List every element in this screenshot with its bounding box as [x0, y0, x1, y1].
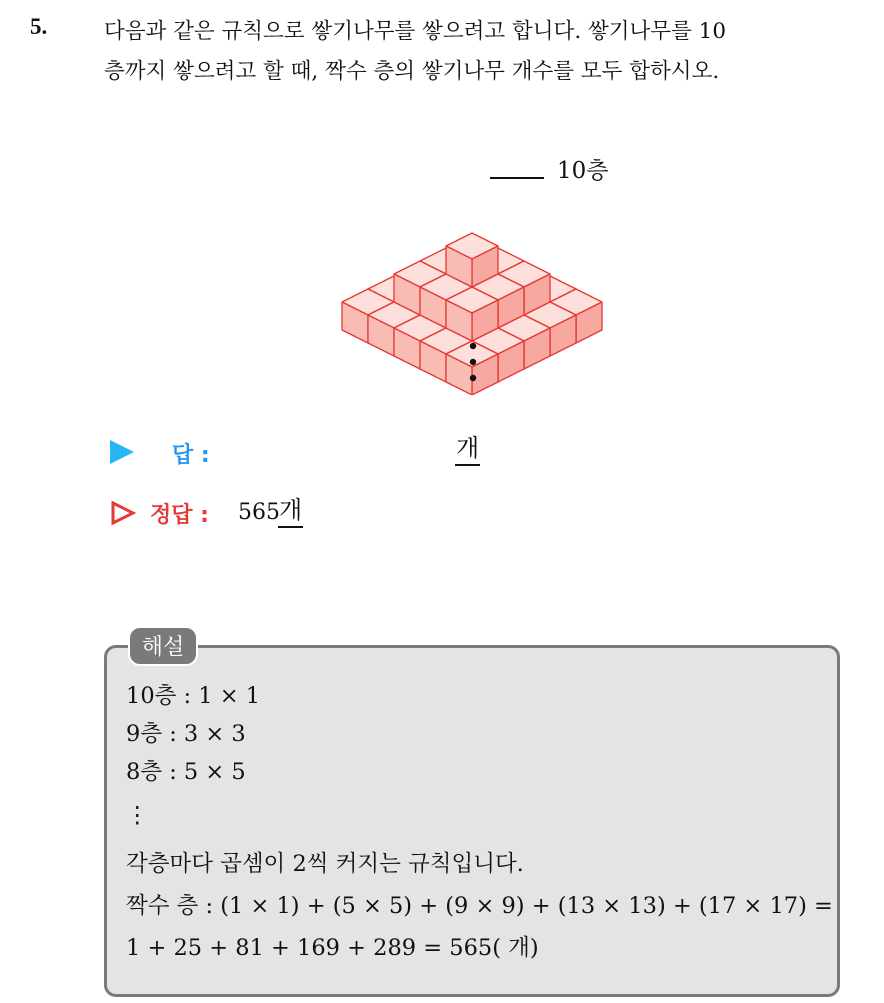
- question-number: 5.: [30, 14, 48, 39]
- solution-tag: 해설: [128, 626, 198, 666]
- answer-label: 답 :: [172, 443, 210, 468]
- correct-answer-label: 정답 :: [150, 503, 209, 528]
- answer-unit: 개: [455, 434, 480, 466]
- solution-line-7: 1 + 25 + 81 + 169 + 289 = 565( 개): [126, 935, 539, 961]
- correct-answer-unit: 개: [278, 496, 303, 528]
- answer-row: [110, 434, 610, 474]
- play-arrow-icon: [110, 440, 134, 464]
- question-line-2: 층까지 쌓으려고 할 때, 짝수 층의 쌓기나무 개수를 모두 합하시오.: [104, 59, 720, 84]
- solution-line-6: 짝수 층 : (1 × 1) + (5 × 5) + (9 × 9) + (13 × 13) + (17 × 17) =: [126, 893, 833, 919]
- correct-answer-value: 565: [238, 500, 280, 525]
- solution-line-1: 10층 : 1 × 1: [126, 683, 261, 709]
- layer-leader-line: [490, 172, 550, 184]
- question-line-1: 다음과 같은 규칙으로 쌓기나무를 쌓으려고 합니다. 쌓기나무를 10: [104, 19, 727, 44]
- question-text: [104, 12, 874, 92]
- correct-answer-row: [110, 496, 610, 536]
- vertical-ellipsis-icon: [466, 340, 480, 390]
- solution-line-4: ⋮: [126, 802, 149, 828]
- layer-label-10: 10층: [557, 158, 609, 184]
- outline-arrow-icon: [110, 500, 136, 526]
- solution-line-2: 9층 : 3 × 3: [126, 721, 246, 747]
- solution-line-3: 8층 : 5 × 5: [126, 759, 246, 785]
- solution-line-5: 각층마다 곱셈이 2씩 커지는 규칙입니다.: [126, 851, 524, 877]
